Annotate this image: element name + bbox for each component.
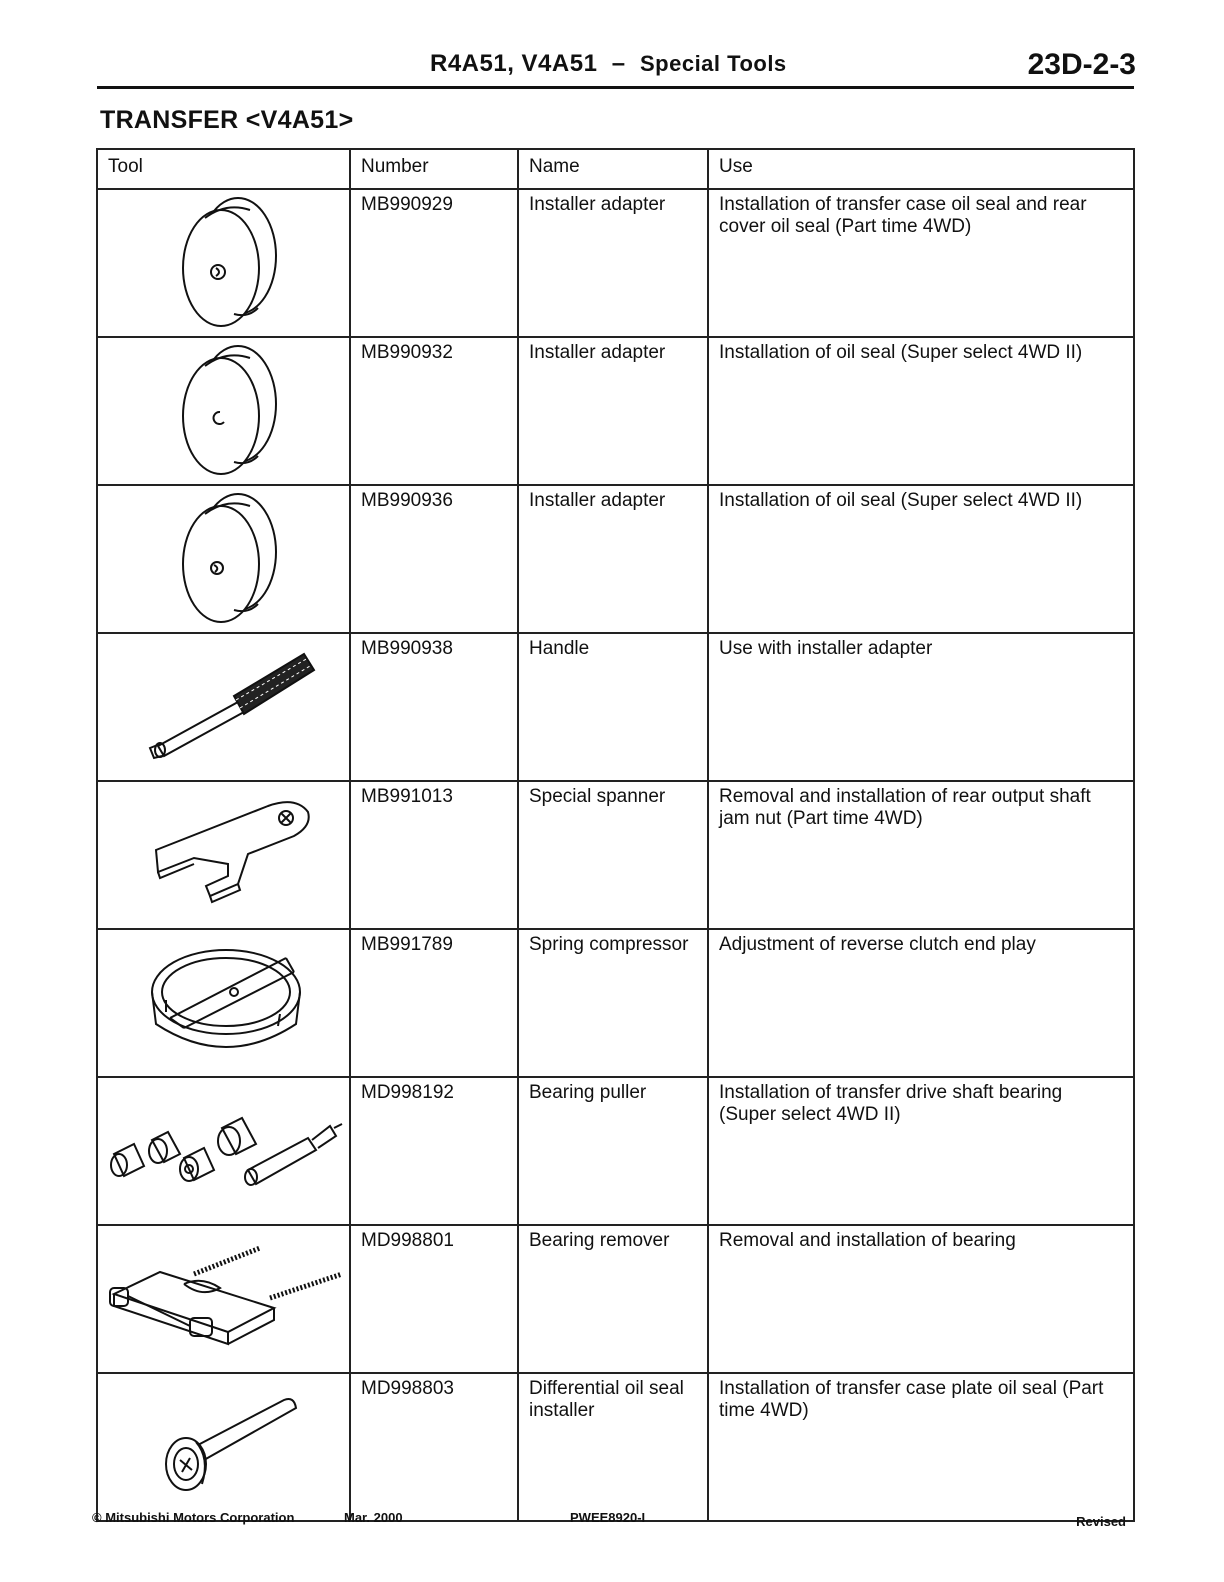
- tool-name: Installer adapter: [518, 485, 708, 633]
- tool-illustration-cell: [97, 485, 350, 633]
- publication-date: Mar. 2000: [344, 1510, 403, 1525]
- document-code: PWEE8920-I: [570, 1510, 646, 1525]
- tool-number: MB990932: [350, 337, 518, 485]
- tool-use: Removal and installation of bearing: [708, 1225, 1134, 1373]
- tool-illustration-cell: [97, 633, 350, 781]
- table-row: [97, 189, 1134, 337]
- tool-use: Installation of transfer case oil seal and rear cover oil seal (Part time 4WD): [708, 189, 1134, 337]
- table-row: [97, 1225, 1134, 1373]
- table-row: [97, 485, 1134, 633]
- table-row: [97, 1077, 1134, 1225]
- table-header-row: [97, 149, 1134, 189]
- model-codes: R4A51, V4A51: [430, 50, 598, 77]
- tool-illustration-cell: [97, 929, 350, 1077]
- handle-icon: [98, 634, 349, 778]
- spring-compressor-icon: [98, 930, 349, 1074]
- tool-use: Installation of oil seal (Super select 4WD II): [708, 337, 1134, 485]
- tool-illustration-cell: [97, 1077, 350, 1225]
- tool-number: MB990936: [350, 485, 518, 633]
- title-dash: –: [611, 50, 626, 77]
- installer-adapter-disc-icon: [98, 338, 349, 482]
- table-row: [97, 1373, 1134, 1521]
- tool-use: Installation of oil seal (Super select 4WD II): [708, 485, 1134, 633]
- revision-status: Revised: [1076, 1514, 1126, 1529]
- tool-number: MD998192: [350, 1077, 518, 1225]
- tool-number: MB990929: [350, 189, 518, 337]
- table-row: [97, 929, 1134, 1077]
- tool-number: MB991789: [350, 929, 518, 1077]
- special-spanner-icon: [98, 782, 349, 926]
- tool-illustration-cell: [97, 1225, 350, 1373]
- tool-name: Differential oil seal installer: [518, 1373, 708, 1521]
- tool-use: Installation of transfer drive shaft bearing (Super select 4WD II): [708, 1077, 1134, 1225]
- tool-illustration-cell: [97, 337, 350, 485]
- section-title: TRANSFER <V4A51>: [100, 106, 354, 134]
- tool-number: MD998803: [350, 1373, 518, 1521]
- differential-oil-seal-installer-icon: [98, 1374, 349, 1518]
- column-header-use: Use: [708, 149, 1134, 189]
- tool-name: Installer adapter: [518, 189, 708, 337]
- page-subtitle: Special Tools: [639, 51, 787, 76]
- tool-number: MD998801: [350, 1225, 518, 1373]
- tool-use: Installation of transfer case plate oil seal (Part time 4WD): [708, 1373, 1134, 1521]
- tool-name: Handle: [518, 633, 708, 781]
- tool-use: Removal and installation of rear output shaft jam nut (Part time 4WD): [708, 781, 1134, 929]
- tool-name: Installer adapter: [518, 337, 708, 485]
- table-row: [97, 633, 1134, 781]
- special-tools-table: [96, 148, 1135, 1522]
- tool-illustration-cell: [97, 189, 350, 337]
- tool-name: Bearing remover: [518, 1225, 708, 1373]
- column-header-tool: Tool: [97, 149, 350, 189]
- tool-use: Use with installer adapter: [708, 633, 1134, 781]
- installer-adapter-disc-icon: [98, 486, 349, 630]
- header-rule: [97, 86, 1134, 89]
- column-header-name: Name: [518, 149, 708, 189]
- tool-name: Special spanner: [518, 781, 708, 929]
- bearing-puller-icon: [98, 1078, 349, 1222]
- bearing-remover-icon: [98, 1226, 349, 1370]
- tool-name: Bearing puller: [518, 1077, 708, 1225]
- tool-illustration-cell: [97, 1373, 350, 1521]
- copyright: © Mitsubishi Motors Corporation: [92, 1510, 295, 1525]
- tool-illustration-cell: [97, 781, 350, 929]
- tool-use: Adjustment of reverse clutch end play: [708, 929, 1134, 1077]
- installer-adapter-disc-icon: [98, 190, 349, 334]
- table-row: [97, 781, 1134, 929]
- tool-number: MB990938: [350, 633, 518, 781]
- tool-number: MB991013: [350, 781, 518, 929]
- page-number: 23D-2-3: [1027, 48, 1136, 81]
- table-row: [97, 337, 1134, 485]
- page-title: [430, 50, 787, 78]
- column-header-number: Number: [350, 149, 518, 189]
- tool-name: Spring compressor: [518, 929, 708, 1077]
